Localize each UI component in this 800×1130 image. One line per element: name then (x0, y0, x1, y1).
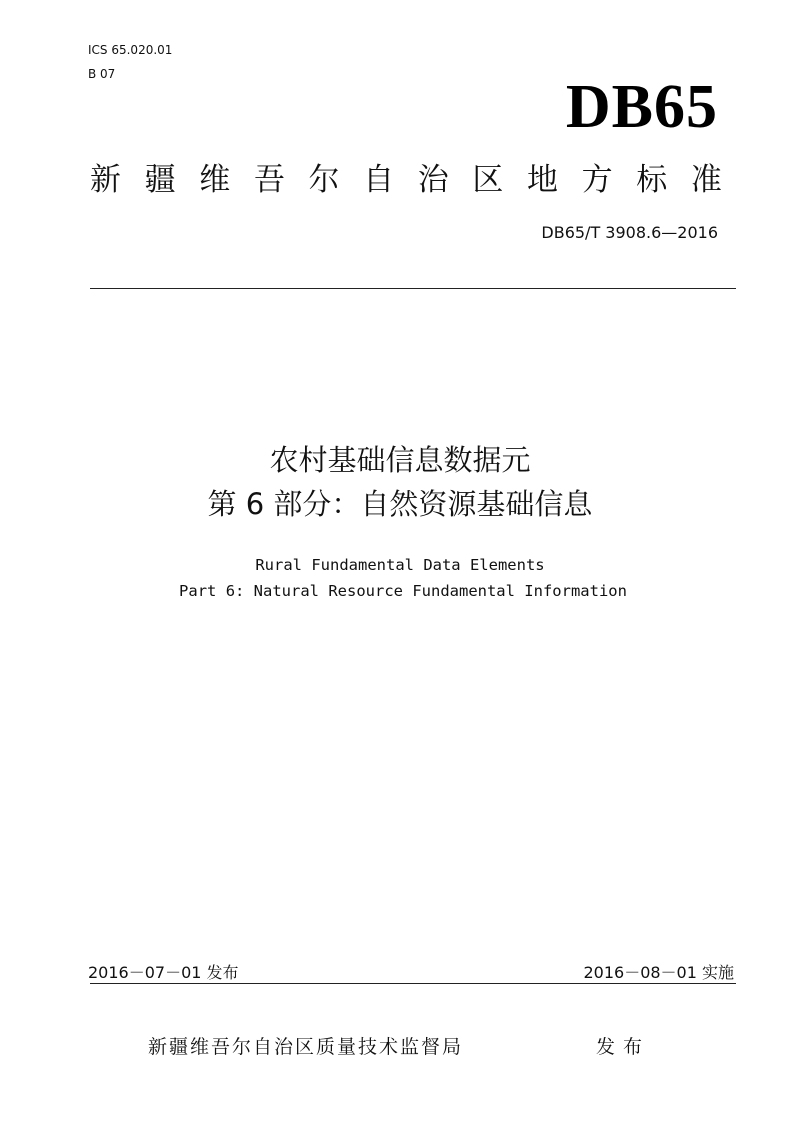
title-char: 吾 (253, 162, 285, 198)
implementation-date: 2016－08－01 实施 (583, 963, 734, 982)
document-title-cn-line1: 农村基础信息数据元 (269, 443, 531, 477)
title-char: 标 (636, 162, 668, 198)
title-char: 新 (90, 162, 121, 198)
title-char: 维 (199, 162, 231, 198)
ics-code: ICS 65.020.01 (88, 43, 173, 57)
publisher-name: 新疆维吾尔自治区质量技术监督局 (148, 1036, 464, 1058)
standard-category-title (90, 158, 722, 202)
db65-logo: DB65 (565, 73, 718, 141)
title-char: 准 (690, 162, 722, 198)
bottom-divider (90, 983, 736, 984)
title-char: 方 (581, 162, 613, 198)
title-char: 疆 (144, 162, 176, 198)
issue-date: 2016－07－01 发布 (88, 963, 239, 982)
document-title-en-line2: Part 6: Natural Resource Fundamental Information (179, 582, 627, 600)
document-title-cn-line2: 第 6 部分：自然资源基础信息 (207, 487, 593, 521)
publish-label: 发布 (596, 1036, 651, 1058)
title-char: 区 (472, 162, 504, 198)
title-char: 自 (363, 162, 395, 198)
top-divider (90, 288, 736, 289)
classification-code: B 07 (88, 67, 116, 81)
document-title-en-line1: Rural Fundamental Data Elements (255, 556, 545, 574)
standard-number: DB65/T 3908.6—2016 (541, 223, 718, 242)
title-char: 治 (417, 162, 449, 198)
title-char: 地 (527, 162, 558, 198)
title-char: 尔 (308, 162, 340, 198)
